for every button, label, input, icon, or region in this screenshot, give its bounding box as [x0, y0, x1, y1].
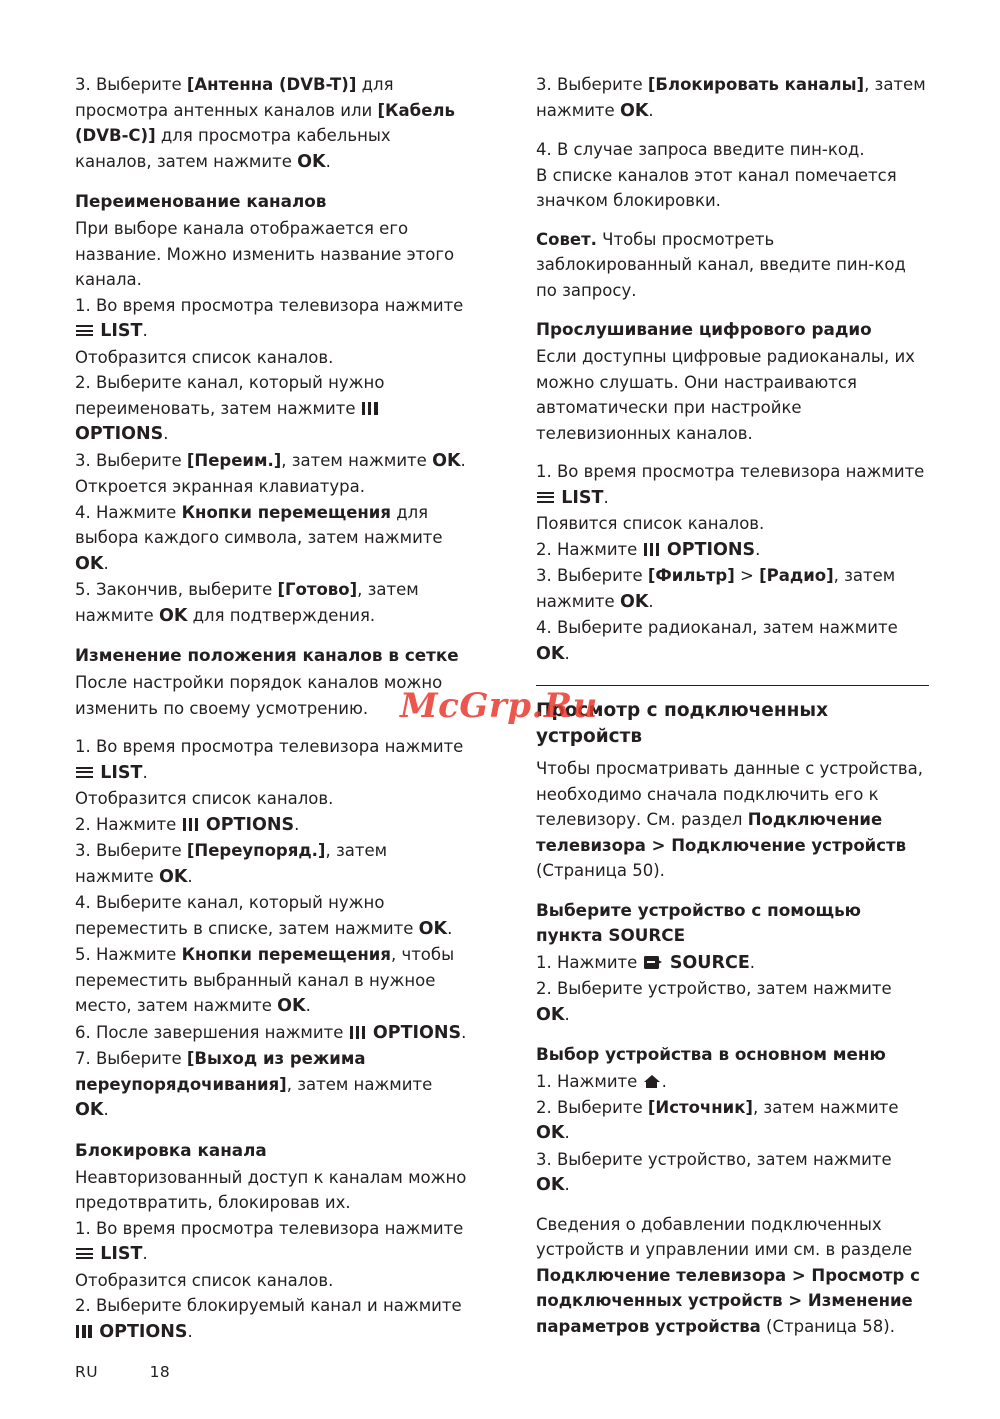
text: .	[142, 321, 148, 340]
text: 3. Выберите	[536, 75, 648, 94]
menu-option-cable: [Кабель (DVB-C)]	[75, 100, 455, 145]
list-icon	[76, 767, 93, 779]
text: .	[564, 1004, 570, 1024]
text: 5. Нажмите	[75, 945, 182, 964]
list-key: LIST	[100, 762, 143, 783]
paragraph-step1-list	[75, 293, 468, 345]
paragraph-step5-done	[75, 577, 468, 629]
paragraph-more-info	[536, 1212, 929, 1340]
text: 2. Выберите блокируемый канал и нажмите	[75, 1296, 462, 1315]
list-key: LIST	[561, 487, 604, 508]
paragraph-radio-step1	[536, 459, 929, 511]
paragraph-mainmenu-step2	[536, 1095, 929, 1147]
navigation-keys-label: Кнопки перемещения	[181, 502, 391, 522]
text: .	[103, 553, 109, 573]
menu-option-filter: [Фильтр]	[647, 566, 735, 585]
menu-option-antenna: [Антенна (DVB-T)]	[186, 75, 357, 94]
paragraph-rename-intro: При выборе канала отображается его название. Можно изменить название этого канала.	[75, 219, 455, 289]
menu-option-lock-channels: [Блокировать каналы]	[647, 75, 865, 94]
paragraph-lock-step1	[75, 1216, 468, 1268]
list-icon	[76, 325, 93, 337]
text: .	[294, 814, 300, 834]
text: , затем нажмите	[286, 1074, 433, 1094]
paragraph-step4-navigation-keys	[75, 500, 468, 578]
section-divider	[536, 685, 929, 686]
text: 3. Выберите	[536, 566, 648, 585]
options-key: OPTIONS	[372, 1022, 462, 1043]
heading-digital-radio: Прослушивание цифрового радио	[536, 319, 872, 339]
menu-option-radio: [Радио]	[759, 566, 834, 585]
ok-key: OK	[75, 553, 104, 574]
ok-key: OK	[158, 866, 188, 887]
menu-option-rename: [Переим.]	[186, 450, 282, 470]
paragraph-radio-step2	[536, 537, 929, 564]
text: 7. Выберите	[75, 1049, 187, 1068]
menu-option-source: [Источник]	[647, 1097, 753, 1117]
text: , чтобы переместить выбранный канал в нужное место, затем нажмите	[75, 945, 455, 1015]
paragraph-source-step2	[536, 976, 929, 1028]
text: .	[187, 866, 193, 886]
ok-key: OK	[432, 450, 461, 471]
text: .	[661, 1072, 667, 1091]
text: для выбора каждого символа, затем нажмите	[75, 502, 443, 547]
paragraph-reorder-intro: После настройки порядок каналов можно изменить по своему усмотрению.	[75, 673, 443, 718]
text: (Страница 50).	[536, 861, 665, 880]
text: Чтобы просматривать данные с устройства, необходимо сначала подключить его к телевизору. См. раздел	[536, 759, 924, 829]
paragraph-lock-list-shown: Отобразится список каналов.	[75, 1270, 334, 1290]
paragraph-reorder-step3	[75, 838, 468, 890]
text: 2. Выберите	[536, 1097, 648, 1117]
list-key: LIST	[100, 321, 143, 341]
home-icon	[644, 1075, 660, 1088]
text: 4. Выберите радиоканал, затем нажмите	[536, 618, 898, 637]
heading-rename-channels: Переименование каналов	[75, 191, 327, 211]
options-key: OPTIONS	[666, 539, 756, 560]
ok-key: OK	[536, 1175, 565, 1195]
list-icon	[76, 1248, 93, 1260]
text: >	[734, 566, 760, 585]
text: 2. Выберите устройство, затем нажмите	[536, 979, 892, 998]
text: 1. Нажмите	[536, 952, 643, 972]
text: Сведения о добавлении подключенных устройств и управлении ими см. в разделе	[536, 1214, 913, 1259]
paragraph-step2-select-channel	[75, 370, 468, 448]
paragraph-select-antenna	[75, 72, 468, 175]
paragraph-lock-step2	[75, 1293, 468, 1345]
ok-key: OK	[536, 643, 565, 664]
ok-key: OK	[536, 1004, 565, 1025]
paragraph-channel-list-shown: Отобразится список каналов.	[75, 347, 334, 367]
navigation-keys-label: Кнопки перемещения	[181, 945, 391, 964]
text: , затем нажмите	[752, 1097, 899, 1117]
options-icon	[644, 543, 660, 556]
text: , затем нажмите	[281, 450, 433, 470]
text: 1. Во время просмотра телевизора нажмите	[75, 1218, 464, 1238]
text: .	[163, 424, 169, 443]
text: 4. Нажмите	[75, 502, 182, 522]
paragraph-reorder-step7	[75, 1046, 468, 1124]
text: .	[749, 952, 756, 972]
text: 2. Нажмите	[536, 539, 643, 559]
text: .	[648, 591, 654, 611]
watermark: McGrp.Ru	[400, 686, 598, 726]
text: 1. Во время просмотра телевизора нажмите	[536, 462, 925, 481]
text: .	[460, 450, 466, 470]
text: , затем нажмите	[536, 75, 926, 120]
options-icon	[76, 1325, 92, 1338]
page-footer	[75, 1363, 170, 1381]
paragraph-mainmenu-step3	[536, 1147, 929, 1199]
right-column	[536, 72, 929, 1352]
text: .	[325, 151, 331, 171]
text: 2. Нажмите	[75, 814, 182, 834]
paragraph-mainmenu-step1	[536, 1069, 929, 1095]
paragraph-lock-step4: 4. В случае запроса введите пин-код.	[536, 140, 865, 159]
ok-key: OK	[158, 605, 188, 626]
text: .	[648, 100, 654, 120]
text: для просмотра антенных каналов или	[75, 75, 394, 120]
text: Чтобы просмотреть заблокированный канал, введите пин-код по запросу.	[536, 229, 906, 300]
paragraph-radio-step4	[536, 615, 929, 667]
text: .	[755, 539, 761, 559]
text: 3. Выберите	[75, 450, 187, 470]
paragraph-onscreen-keyboard: Откроется экранная клавиатура.	[75, 477, 365, 496]
text: 1. Во время просмотра телевизора нажмите	[75, 295, 464, 315]
text: 1. Во время просмотра телевизора нажмите	[75, 737, 464, 756]
text: .	[103, 1100, 109, 1119]
options-icon	[350, 1026, 366, 1039]
footer-page-number: 18	[149, 1363, 171, 1381]
text: .	[564, 1123, 570, 1142]
paragraph-source-step1	[536, 950, 929, 977]
paragraph-radio-list-shown: Появится список каналов.	[536, 514, 765, 533]
ok-key: OK	[619, 591, 649, 612]
heading-select-device-source: Выберите устройство с помощью пункта SOURCE	[536, 899, 861, 945]
options-icon	[183, 818, 199, 831]
text: для подтверждения.	[187, 605, 376, 625]
paragraph-lock-marker: В списке каналов этот канал помечается значком блокировки.	[536, 165, 897, 210]
paragraph-reorder-step6	[75, 1020, 468, 1047]
ok-key: OK	[418, 918, 448, 939]
source-icon	[644, 956, 663, 969]
menu-option-reorder: [Переупоряд.]	[186, 841, 326, 860]
list-icon	[537, 492, 554, 504]
options-icon	[362, 402, 378, 415]
two-column-body	[75, 72, 930, 1352]
paragraph-step3-rename	[75, 448, 468, 475]
text: 3. Выберите	[75, 841, 187, 860]
text: 5. Закончив, выберите	[75, 580, 278, 599]
paragraph-reorder-step5	[75, 942, 468, 1020]
footer-language: RU	[75, 1363, 99, 1381]
paragraph-reorder-step2	[75, 812, 468, 839]
text: .	[187, 1321, 193, 1341]
ok-key: OK	[277, 996, 306, 1016]
cross-reference-device-settings: Подключение телевизора > Просмотр с подключенных устройств > Изменение параметров устройства	[536, 1265, 920, 1336]
menu-option-done: [Готово]	[277, 580, 358, 599]
paragraph-reorder-step4	[75, 890, 468, 942]
text: .	[461, 1022, 467, 1042]
ok-key: OK	[536, 1123, 565, 1143]
heading-connected-devices: Просмотр с подключенных устройств	[536, 700, 829, 747]
text: .	[564, 643, 570, 663]
paragraph-reorder-list-shown: Отобразится список каналов.	[75, 789, 334, 808]
menu-option-exit-reorder: [Выход из режима переупорядочивания]	[75, 1049, 366, 1094]
list-key: LIST	[100, 1244, 143, 1264]
text: .	[447, 918, 453, 938]
text: .	[142, 762, 148, 782]
paragraph-radio-step3	[536, 563, 929, 615]
ok-key: OK	[297, 151, 326, 172]
options-key: OPTIONS	[75, 424, 164, 444]
options-key: OPTIONS	[99, 1321, 188, 1342]
text: , затем нажмите	[536, 566, 896, 611]
text: для просмотра кабельных каналов, затем нажмите	[75, 126, 391, 171]
paragraph-tip-view-locked	[536, 227, 929, 304]
heading-lock-channel: Блокировка канала	[75, 1139, 267, 1160]
paragraph-lock-intro: Неавторизованный доступ к каналам можно предотвратить, блокировав их.	[75, 1167, 467, 1212]
heading-select-device-main-menu: Выбор устройства в основном меню	[536, 1044, 886, 1064]
paragraph-radio-intro: Если доступны цифровые радиоканалы, их можно слушать. Они настраиваются автоматически при настройке телевизионных каналов.	[536, 347, 915, 443]
options-key: OPTIONS	[205, 814, 295, 835]
text: .	[564, 1175, 570, 1194]
ok-key: OK	[75, 1100, 104, 1120]
text: 1. Нажмите	[536, 1072, 643, 1091]
text: 6. После завершения нажмите	[75, 1022, 344, 1042]
text: .	[603, 487, 609, 507]
text: 2. Выберите канал, который нужно переименовать, затем нажмите	[75, 373, 385, 418]
text: 3. Выберите устройство, затем нажмите	[536, 1149, 892, 1169]
text: .	[142, 1244, 148, 1263]
tip-label: Совет.	[536, 229, 597, 249]
paragraph-lock-step3	[536, 72, 929, 124]
ok-key: OK	[619, 100, 649, 121]
text: 3. Выберите	[75, 75, 187, 94]
paragraph-reorder-step1	[75, 734, 468, 786]
source-key: SOURCE	[669, 952, 750, 973]
heading-reorder-channels: Изменение положения каналов в сетке	[75, 645, 459, 665]
cross-reference-connect-devices: Подключение телевизора > Подключение устройств	[536, 810, 907, 855]
text: 4. Выберите канал, который нужно переместить в списке, затем нажмите	[75, 893, 419, 938]
text: .	[305, 996, 311, 1015]
left-column	[75, 72, 468, 1352]
text: , затем нажмите	[75, 580, 419, 625]
text: (Страница 58).	[760, 1316, 895, 1336]
text: , затем нажмите	[75, 841, 388, 886]
paragraph-connected-intro	[536, 756, 929, 884]
